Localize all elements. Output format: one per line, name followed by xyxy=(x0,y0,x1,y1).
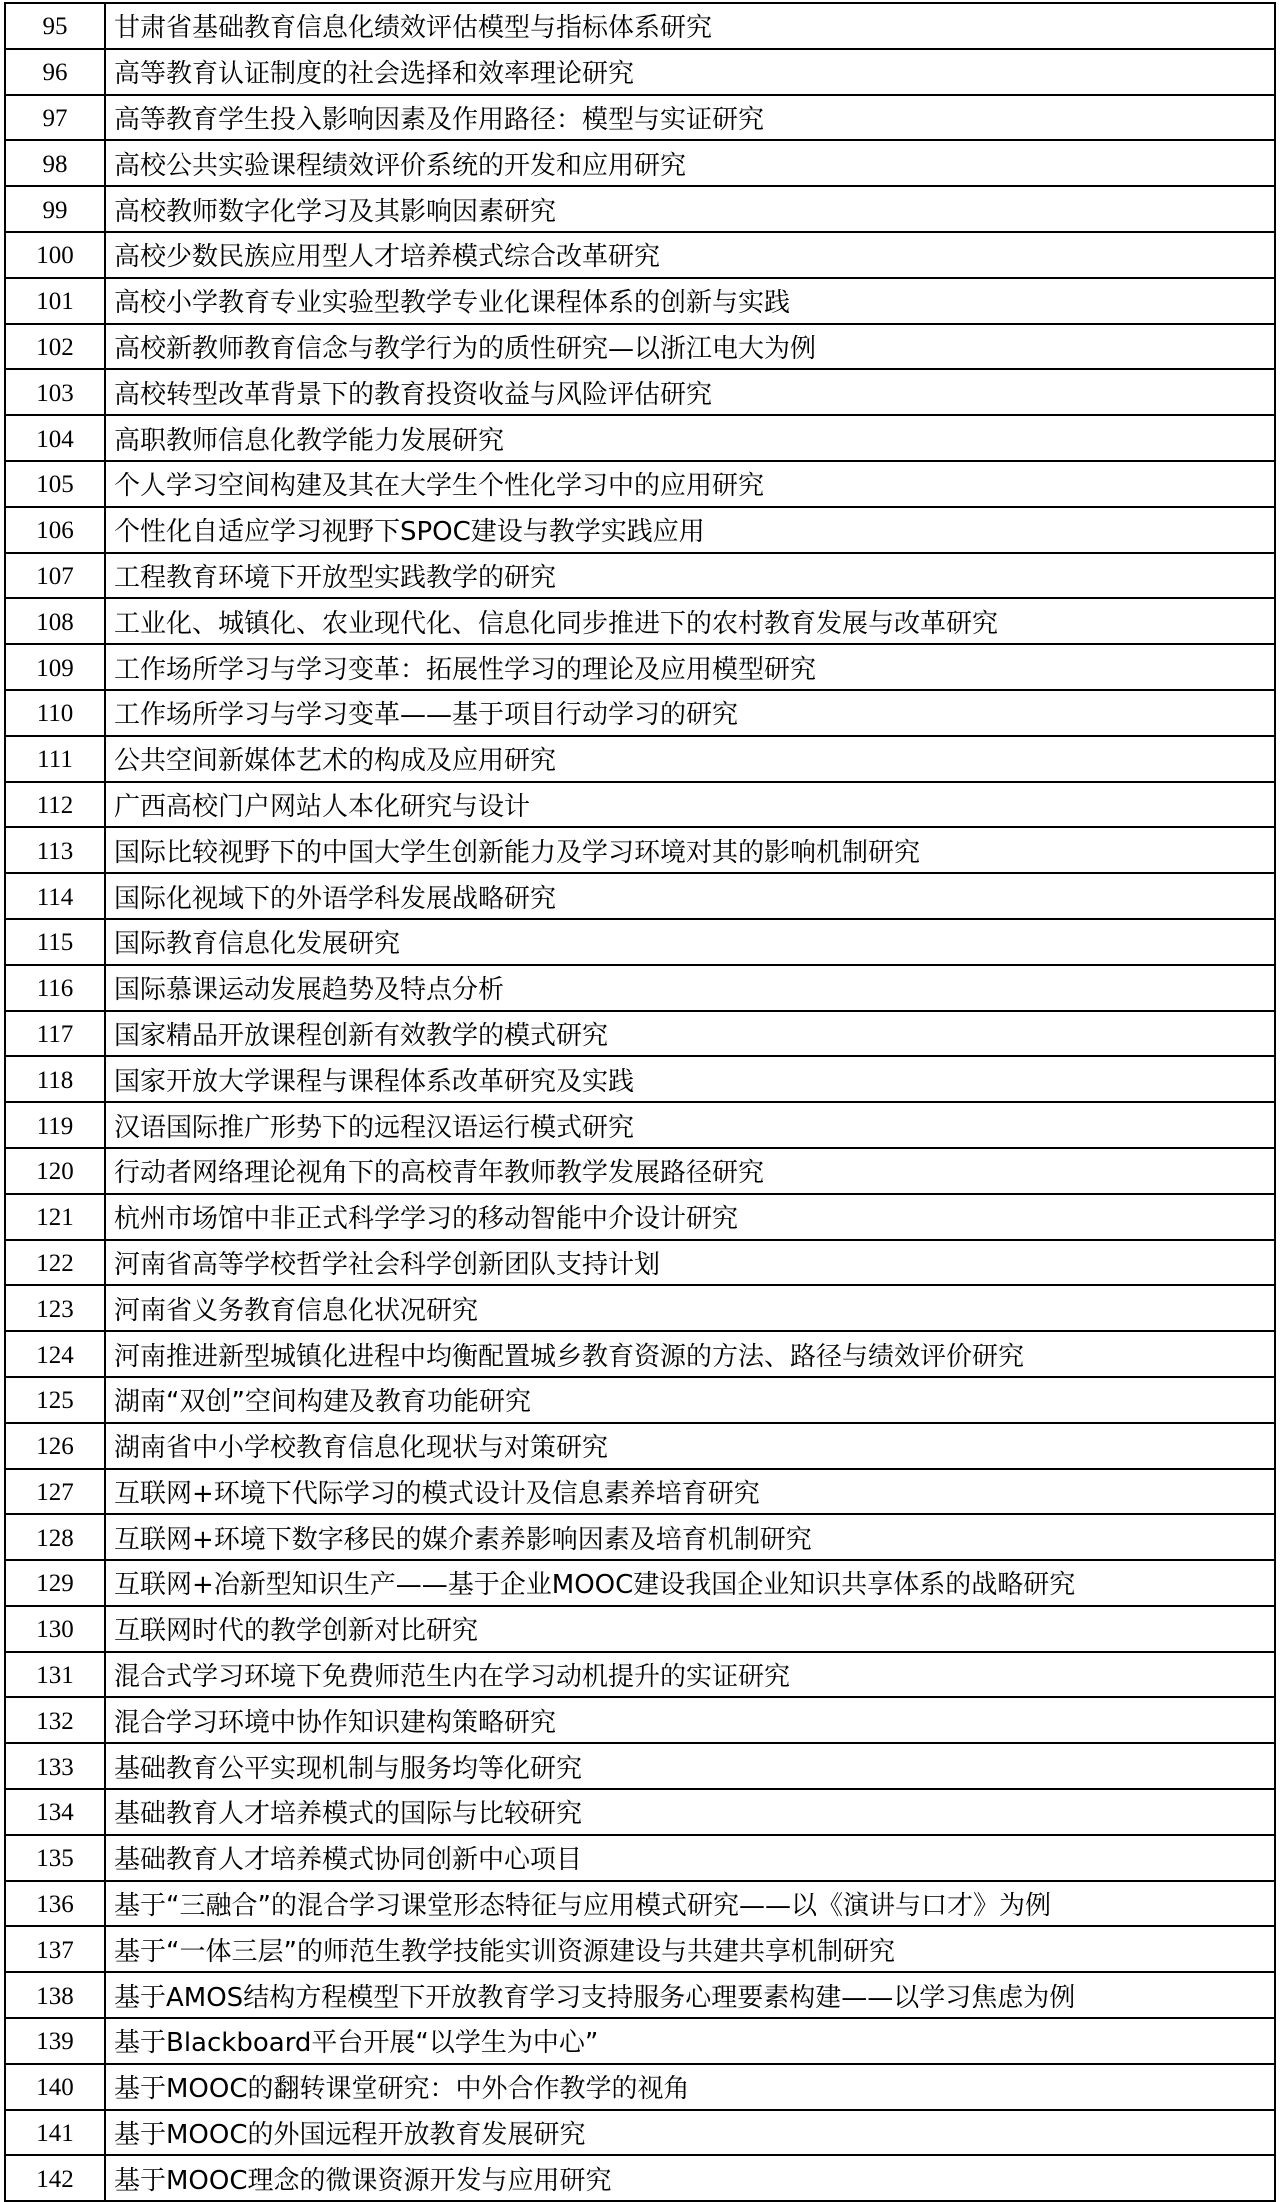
project-title: 国家精品开放课程创新有效教学的模式研究 xyxy=(105,1011,1275,1057)
table-row xyxy=(5,278,1275,324)
table-row xyxy=(5,1697,1275,1743)
table-row xyxy=(5,1285,1275,1331)
project-title: 甘肃省基础教育信息化绩效评估模型与指标体系研究 xyxy=(105,3,1275,49)
table-row xyxy=(5,782,1275,828)
project-title: 高校公共实验课程绩效评价系统的开发和应用研究 xyxy=(105,140,1275,186)
row-number: 113 xyxy=(5,827,105,873)
row-number: 119 xyxy=(5,1102,105,1148)
table-row xyxy=(5,49,1275,95)
project-title: 基于AMOS结构方程模型下开放教育学习支持服务心理要素构建——以学习焦虑为例 xyxy=(105,1972,1275,2018)
project-title: 高校少数民族应用型人才培养模式综合改革研究 xyxy=(105,232,1275,278)
row-number: 103 xyxy=(5,369,105,415)
row-number: 125 xyxy=(5,1377,105,1423)
table-row xyxy=(5,598,1275,644)
table-row xyxy=(5,965,1275,1011)
project-title: 高校转型改革背景下的教育投资收益与风险评估研究 xyxy=(105,369,1275,415)
table-row xyxy=(5,1789,1275,1835)
project-title: 个性化自适应学习视野下SPOC建设与教学实践应用 xyxy=(105,507,1275,553)
table-row xyxy=(5,186,1275,232)
project-title: 工业化、城镇化、农业现代化、信息化同步推进下的农村教育发展与改革研究 xyxy=(105,598,1275,644)
project-title: 国际化视域下的外语学科发展战略研究 xyxy=(105,873,1275,919)
table-row xyxy=(5,507,1275,553)
table-row xyxy=(5,2110,1275,2156)
table-row xyxy=(5,1377,1275,1423)
row-number: 138 xyxy=(5,1972,105,2018)
table-row xyxy=(5,919,1275,965)
row-number: 114 xyxy=(5,873,105,919)
project-title: 基于Blackboard平台开展“以学生为中心” xyxy=(105,2018,1275,2064)
project-title: 基于“一体三层”的师范生教学技能实训资源建设与共建共享机制研究 xyxy=(105,1926,1275,1972)
row-number: 120 xyxy=(5,1148,105,1194)
table-row xyxy=(5,1652,1275,1698)
table-row xyxy=(5,644,1275,690)
project-title: 工作场所学习与学习变革：拓展性学习的理论及应用模型研究 xyxy=(105,644,1275,690)
row-number: 137 xyxy=(5,1926,105,1972)
project-title: 河南省高等学校哲学社会科学创新团队支持计划 xyxy=(105,1240,1275,1286)
row-number: 111 xyxy=(5,736,105,782)
row-number: 140 xyxy=(5,2064,105,2110)
row-number: 124 xyxy=(5,1331,105,1377)
table-row xyxy=(5,690,1275,736)
row-number: 99 xyxy=(5,186,105,232)
project-title: 行动者网络理论视角下的高校青年教师教学发展路径研究 xyxy=(105,1148,1275,1194)
table-row xyxy=(5,736,1275,782)
table-row xyxy=(5,461,1275,507)
row-number: 123 xyxy=(5,1285,105,1331)
project-title: 混合学习环境中协作知识建构策略研究 xyxy=(105,1697,1275,1743)
project-title: 国家开放大学课程与课程体系改革研究及实践 xyxy=(105,1056,1275,1102)
row-number: 97 xyxy=(5,95,105,141)
row-number: 117 xyxy=(5,1011,105,1057)
project-title: 混合式学习环境下免费师范生内在学习动机提升的实证研究 xyxy=(105,1652,1275,1698)
project-title: 工程教育环境下开放型实践教学的研究 xyxy=(105,553,1275,599)
project-title: 高校新教师教育信念与教学行为的质性研究—以浙江电大为例 xyxy=(105,324,1275,370)
row-number: 133 xyxy=(5,1743,105,1789)
table-row xyxy=(5,1560,1275,1606)
row-number: 135 xyxy=(5,1835,105,1881)
row-number: 105 xyxy=(5,461,105,507)
table-row xyxy=(5,1056,1275,1102)
table-row xyxy=(5,1972,1275,2018)
project-title: 河南省义务教育信息化状况研究 xyxy=(105,1285,1275,1331)
row-number: 100 xyxy=(5,232,105,278)
table-row xyxy=(5,1102,1275,1148)
row-number: 96 xyxy=(5,49,105,95)
project-title: 基于“三融合”的混合学习课堂形态特征与应用模式研究——以《演讲与口才》为例 xyxy=(105,1881,1275,1927)
table-row xyxy=(5,873,1275,919)
table-row xyxy=(5,2064,1275,2110)
project-title: 高等教育学生投入影响因素及作用路径：模型与实证研究 xyxy=(105,95,1275,141)
project-list-table xyxy=(4,2,1276,2202)
row-number: 127 xyxy=(5,1469,105,1515)
table-row xyxy=(5,1514,1275,1560)
project-title: 工作场所学习与学习变革——基于项目行动学习的研究 xyxy=(105,690,1275,736)
row-number: 128 xyxy=(5,1514,105,1560)
row-number: 116 xyxy=(5,965,105,1011)
table-row xyxy=(5,1011,1275,1057)
project-title: 国际慕课运动发展趋势及特点分析 xyxy=(105,965,1275,1011)
project-title: 基础教育人才培养模式协同创新中心项目 xyxy=(105,1835,1275,1881)
project-title: 互联网+环境下数字移民的媒介素养影响因素及培育机制研究 xyxy=(105,1514,1275,1560)
table-row xyxy=(5,2155,1275,2201)
row-number: 139 xyxy=(5,2018,105,2064)
project-title: 高校教师数字化学习及其影响因素研究 xyxy=(105,186,1275,232)
project-title: 杭州市场馆中非正式科学学习的移动智能中介设计研究 xyxy=(105,1194,1275,1240)
row-number: 107 xyxy=(5,553,105,599)
project-title: 高校小学教育专业实验型教学专业化课程体系的创新与实践 xyxy=(105,278,1275,324)
project-title: 互联网时代的教学创新对比研究 xyxy=(105,1606,1275,1652)
table-row xyxy=(5,1881,1275,1927)
table-row xyxy=(5,140,1275,186)
project-title: 基础教育公平实现机制与服务均等化研究 xyxy=(105,1743,1275,1789)
row-number: 115 xyxy=(5,919,105,965)
table-body xyxy=(5,3,1275,2201)
table-row xyxy=(5,232,1275,278)
project-title: 互联网+环境下代际学习的模式设计及信息素养培育研究 xyxy=(105,1469,1275,1515)
row-number: 110 xyxy=(5,690,105,736)
table-row xyxy=(5,3,1275,49)
row-number: 104 xyxy=(5,415,105,461)
project-title: 基于MOOC的翻转课堂研究：中外合作教学的视角 xyxy=(105,2064,1275,2110)
table-row xyxy=(5,1331,1275,1377)
row-number: 98 xyxy=(5,140,105,186)
project-title: 国际比较视野下的中国大学生创新能力及学习环境对其的影响机制研究 xyxy=(105,827,1275,873)
project-title: 个人学习空间构建及其在大学生个性化学习中的应用研究 xyxy=(105,461,1275,507)
row-number: 101 xyxy=(5,278,105,324)
project-title: 湖南省中小学校教育信息化现状与对策研究 xyxy=(105,1423,1275,1469)
row-number: 106 xyxy=(5,507,105,553)
row-number: 109 xyxy=(5,644,105,690)
row-number: 126 xyxy=(5,1423,105,1469)
table-row xyxy=(5,1469,1275,1515)
project-title: 广西高校门户网站人本化研究与设计 xyxy=(105,782,1275,828)
table-row xyxy=(5,1148,1275,1194)
project-title: 互联网+冶新型知识生产——基于企业MOOC建设我国企业知识共享体系的战略研究 xyxy=(105,1560,1275,1606)
row-number: 132 xyxy=(5,1697,105,1743)
row-number: 131 xyxy=(5,1652,105,1698)
project-title: 基于MOOC的外国远程开放教育发展研究 xyxy=(105,2110,1275,2156)
table-row xyxy=(5,1835,1275,1881)
table-row xyxy=(5,369,1275,415)
project-title: 高等教育认证制度的社会选择和效率理论研究 xyxy=(105,49,1275,95)
project-title: 湖南“双创”空间构建及教育功能研究 xyxy=(105,1377,1275,1423)
table-row xyxy=(5,553,1275,599)
table-row xyxy=(5,1194,1275,1240)
row-number: 141 xyxy=(5,2110,105,2156)
row-number: 121 xyxy=(5,1194,105,1240)
row-number: 129 xyxy=(5,1560,105,1606)
project-title: 公共空间新媒体艺术的构成及应用研究 xyxy=(105,736,1275,782)
project-title: 河南推进新型城镇化进程中均衡配置城乡教育资源的方法、路径与绩效评价研究 xyxy=(105,1331,1275,1377)
table-row xyxy=(5,1743,1275,1789)
row-number: 136 xyxy=(5,1881,105,1927)
table-row xyxy=(5,324,1275,370)
table-row xyxy=(5,95,1275,141)
row-number: 134 xyxy=(5,1789,105,1835)
row-number: 142 xyxy=(5,2155,105,2201)
table-row xyxy=(5,1606,1275,1652)
table-row xyxy=(5,2018,1275,2064)
table-row xyxy=(5,415,1275,461)
project-title: 国际教育信息化发展研究 xyxy=(105,919,1275,965)
row-number: 102 xyxy=(5,324,105,370)
project-title: 基于MOOC理念的微课资源开发与应用研究 xyxy=(105,2155,1275,2201)
table-row xyxy=(5,827,1275,873)
row-number: 95 xyxy=(5,3,105,49)
table-row xyxy=(5,1240,1275,1286)
project-title: 汉语国际推广形势下的远程汉语运行模式研究 xyxy=(105,1102,1275,1148)
row-number: 118 xyxy=(5,1056,105,1102)
row-number: 112 xyxy=(5,782,105,828)
table-row xyxy=(5,1423,1275,1469)
project-title: 基础教育人才培养模式的国际与比较研究 xyxy=(105,1789,1275,1835)
table-row xyxy=(5,1926,1275,1972)
row-number: 122 xyxy=(5,1240,105,1286)
row-number: 130 xyxy=(5,1606,105,1652)
row-number: 108 xyxy=(5,598,105,644)
project-title: 高职教师信息化教学能力发展研究 xyxy=(105,415,1275,461)
